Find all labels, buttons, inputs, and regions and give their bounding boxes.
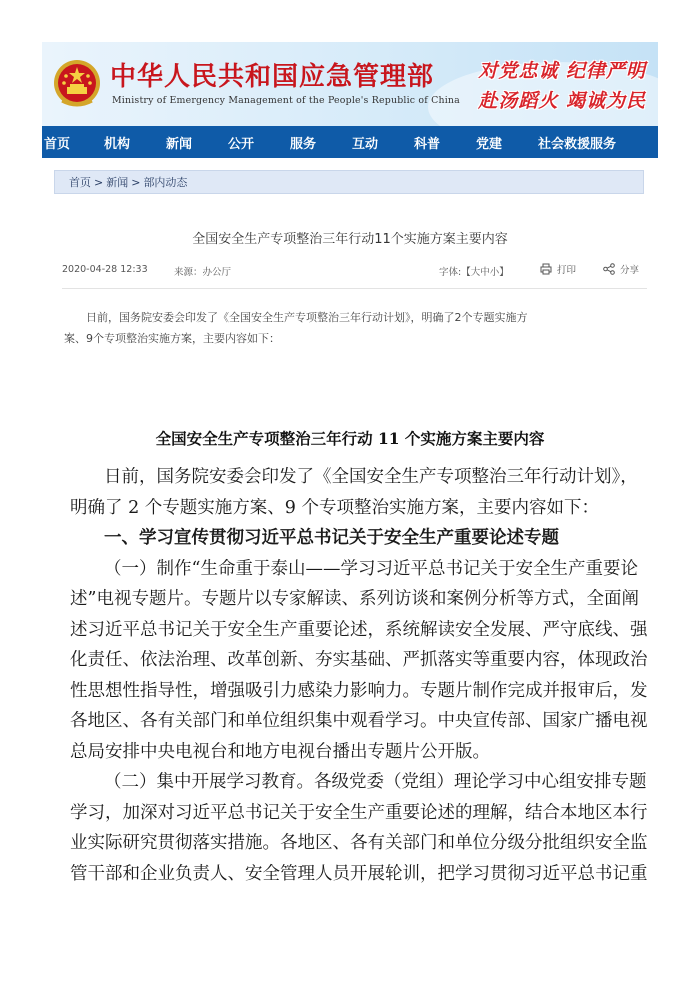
breadcrumb-separator: >	[131, 175, 141, 189]
body-line: 化责任、依法治理、改革创新、夯实基础、严抓落实等重要内容，体现政治	[70, 650, 648, 670]
slogan-line-2: 赴汤蹈火 竭诚为民	[478, 90, 646, 112]
document-title: 全国安全生产专项整治三年行动 11 个实施方案主要内容	[155, 429, 545, 448]
article-title: 全国安全生产专项整治三年行动11个实施方案主要内容	[192, 232, 508, 247]
body-line: 管干部和企业负责人、安全管理人员开展轮训，把学习贯彻习近平总书记重	[70, 863, 648, 884]
document-body	[70, 462, 660, 889]
body-line: 明确了 2 个专题实施方案、9 个专项整治实施方案，主要内容如下：	[70, 497, 599, 518]
font-size-selector[interactable]: 字体:【大中小】	[439, 267, 509, 278]
print-label: 打印	[557, 265, 577, 276]
nav-item-news[interactable]: 新闻	[166, 136, 193, 152]
site-title: 中华人民共和国应急管理部	[110, 62, 435, 92]
nav-item-rescue[interactable]: 社会救援服务	[538, 136, 617, 152]
nav-item-science[interactable]: 科普	[414, 136, 441, 152]
section-heading: 一、学习宣传贯彻习近平总书记关于安全生产重要论述专题	[104, 528, 559, 548]
breadcrumb-home[interactable]: 首页	[69, 176, 91, 189]
printer-icon	[540, 263, 552, 275]
breadcrumb-separator: >	[94, 175, 104, 189]
nav-item-services[interactable]: 服务	[290, 136, 317, 152]
slogan-line-1: 对党忠诚 纪律严明	[478, 60, 646, 82]
nav-item-organization[interactable]: 机构	[104, 136, 131, 152]
body-line: （二）集中开展学习教育。各级党委（党组）理论学习中心组安排专题	[104, 772, 647, 792]
share-button[interactable]	[603, 262, 639, 276]
body-line: 述习近平总书记关于安全生产重要论述，系统解读安全发展、严守底线、强	[70, 619, 648, 640]
share-label: 分享	[620, 265, 640, 276]
breadcrumb-ministry-news[interactable]: 部内动态	[143, 176, 188, 189]
breadcrumb-news[interactable]: 新闻	[106, 176, 129, 189]
print-button[interactable]	[540, 262, 576, 276]
website-screenshot	[42, 42, 658, 368]
national-emblem-icon	[52, 57, 102, 111]
site-banner	[42, 42, 658, 126]
body-line: 日前，国务院安委会印发了《全国安全生产专项整治三年行动计划》，	[104, 467, 638, 487]
nav-item-interaction[interactable]: 互动	[352, 136, 379, 152]
intro-line: 案、9个专项整治实施方案，主要内容如下：	[64, 332, 280, 345]
share-icon	[603, 263, 615, 275]
body-line: 述”电视专题片。专题片以专家解读、系列访谈和案例分析等方式，全面阐	[70, 589, 639, 609]
article-date: 2020-04-28 12:33	[62, 264, 148, 275]
breadcrumb	[54, 170, 644, 194]
article-intro	[64, 307, 646, 349]
article-meta	[62, 264, 647, 280]
intro-line: 日前，国务院安委会印发了《全国安全生产专项整治三年行动计划》，明确了2个专题实施方	[86, 311, 528, 324]
nav-item-party[interactable]: 党建	[476, 136, 503, 152]
body-line: （一）制作“生命重于泰山——学习习近平总书记关于安全生产重要论	[104, 558, 638, 579]
body-line: 学习，加深对习近平总书记关于安全生产重要论述的理解，结合本地区本行	[70, 802, 648, 823]
main-nav	[42, 126, 658, 158]
body-line: 各地区、各有关部门和单位组织集中观看学习。中央宣传部、国家广播电视	[70, 711, 648, 731]
body-line: 性思想性指导性，增强吸引力感染力影响力。专题片制作完成并报审后，发	[70, 680, 648, 701]
body-line: 业实际研究贯彻落实措施。各地区、各有关部门和单位分级分批组织安全监	[70, 833, 648, 853]
article-source: 来源：办公厅	[174, 267, 232, 278]
meta-divider	[62, 288, 647, 289]
nav-item-home[interactable]: 首页	[44, 136, 71, 152]
body-line: 总局安排中央电视台和地方电视台播出专题片公开版。	[70, 741, 490, 762]
site-subtitle: Ministry of Emergency Management of the People's Republic of China	[112, 95, 460, 106]
nav-item-public[interactable]: 公开	[228, 136, 255, 152]
